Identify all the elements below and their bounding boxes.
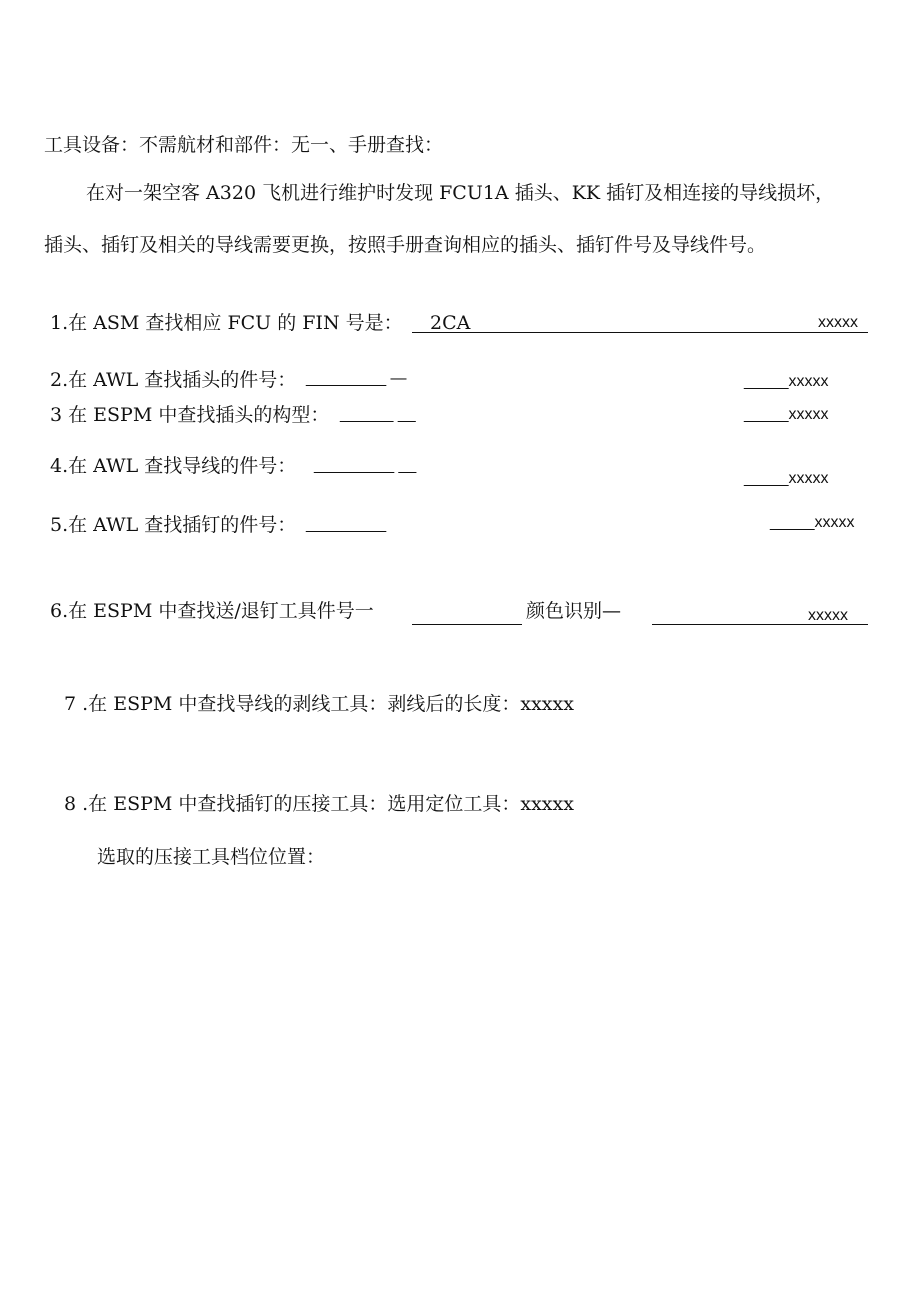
item-6-mid-label: 颜色识别—	[526, 600, 622, 622]
item-4-blank: _________ __	[314, 457, 417, 474]
item-8-label: 8 .在 ESPM 中查找插钉的压接工具：选用定位工具：xxxxx	[64, 793, 574, 815]
intro-line-1: 在对一架空客 A320 飞机进行维护时发现 FCU1A 插头、KK 插钉及相连接的导线损坏，	[86, 182, 835, 204]
item-6-label: 6.在 ESPM 中查找送/退钉工具件号一	[50, 600, 374, 622]
header-text: 工具设备：不需航材和部件：无一、手册查找：	[44, 134, 444, 156]
item-7-label: 7 .在 ESPM 中查找导线的剥线工具：剥线后的长度：xxxxx	[64, 693, 574, 715]
footer-line: 选取的压接工具档位位置：	[97, 846, 326, 868]
item-3-blank: ______ __	[340, 406, 416, 423]
intro-line-2: 插头、插钉及相关的导线需要更换，按照手册查询相应的插头、插钉件号及导线件号。	[44, 234, 767, 256]
item-3-label: 3 在 ESPM 中查找插头的构型：	[50, 404, 330, 426]
item-1-answer: xxxxx	[818, 314, 858, 331]
item-2-blank: _________ —	[306, 370, 407, 387]
item-6-answer: xxxxx	[808, 607, 848, 624]
item-3-answer: _____xxxxx	[744, 406, 829, 423]
item-1-underline	[412, 332, 868, 333]
item-2-answer: _____xxxxx	[744, 373, 829, 390]
item-2-label: 2.在 AWL 查找插头的件号：	[50, 369, 297, 391]
item-6-blank-line-1	[412, 624, 522, 625]
item-1-label: 1.在 ASM 查找相应 FCU 的 FIN 号是：	[50, 312, 403, 334]
item-4-label: 4.在 AWL 查找导线的件号：	[50, 455, 297, 477]
item-4-answer: _____xxxxx	[744, 470, 829, 487]
item-5-blank: _________	[306, 516, 387, 533]
item-6-blank-line-2	[652, 624, 868, 625]
item-5-label: 5.在 AWL 查找插钉的件号：	[50, 514, 297, 536]
item-5-answer: _____xxxxx	[770, 514, 855, 531]
item-1-value: 2CA	[430, 312, 471, 334]
